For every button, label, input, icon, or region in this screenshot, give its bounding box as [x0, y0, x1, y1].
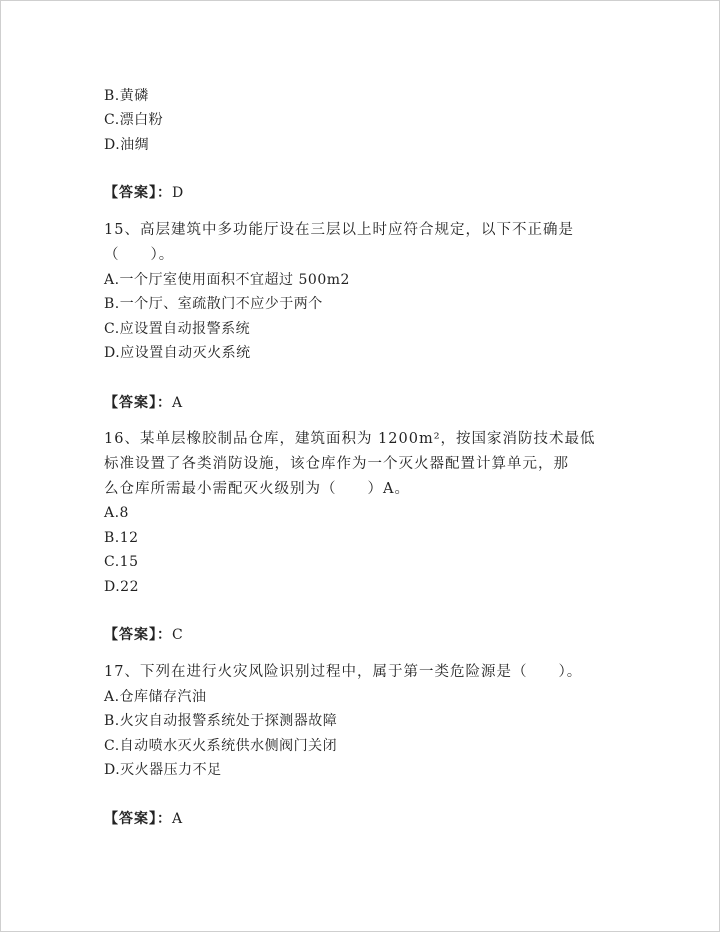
- answer-value: C: [172, 627, 184, 643]
- answer-value: A: [172, 395, 184, 411]
- question-15-option-d: D.应设置自动灭火系统: [104, 345, 251, 361]
- question-16-option-b: B.12: [104, 530, 139, 546]
- answer-value: D: [172, 185, 185, 201]
- question-17-option-a: A.仓库储存汽油: [104, 689, 207, 705]
- question-16-stem-line-1: 16、某单层橡胶制品仓库，建筑面积为 1200m²，按国家消防技术最低: [104, 431, 596, 447]
- question-17-option-c: C.自动喷水灭火系统供水侧阀门关闭: [104, 738, 338, 754]
- question-16-stem-line-3: 么仓库所需最小需配灭火级别为（ ）A。: [104, 481, 410, 497]
- question-15-stem-line-2: （ ）。: [104, 247, 175, 263]
- option-c: C.漂白粉: [104, 112, 164, 128]
- answer-label: 【答案】：: [104, 395, 172, 411]
- question-16-option-d: D.22: [104, 579, 139, 595]
- question-15-option-a: A.一个厅室使用面积不宜超过 500m2: [104, 272, 350, 288]
- question-15-option-c: C.应设置自动报警系统: [104, 321, 251, 337]
- question-16-answer: [104, 625, 184, 645]
- question-16-option-c: C.15: [104, 554, 139, 570]
- question-17-stem-line-1: 17、下列在进行火灾风险识别过程中，属于第一类危险源是（ ）。: [104, 664, 583, 680]
- question-17-option-b: B.火灾自动报警系统处于探测器故障: [104, 713, 338, 729]
- question-16-option-a: A.8: [104, 505, 129, 521]
- question-15-stem-line-1: 15、高层建筑中多功能厅设在三层以上时应符合规定，以下不正确是: [104, 222, 574, 238]
- answer-label: 【答案】：: [104, 185, 172, 201]
- answer-value: A: [172, 811, 184, 827]
- question-16-stem-line-2: 标准设置了各类消防设施，该仓库作为一个灭火器配置计算单元，那: [104, 456, 569, 472]
- option-b: B.黄磷: [104, 88, 149, 104]
- answer-label: 【答案】：: [104, 811, 172, 827]
- question-17-option-d: D.灭火器压力不足: [104, 762, 222, 778]
- question-17-answer: [104, 809, 183, 829]
- answer-label: 【答案】：: [104, 627, 172, 643]
- answer-line: [104, 183, 184, 203]
- question-15-answer: [104, 393, 183, 413]
- option-d: D.油绸: [104, 137, 150, 153]
- question-15-option-b: B.一个厅、室疏散门不应少于两个: [104, 296, 323, 312]
